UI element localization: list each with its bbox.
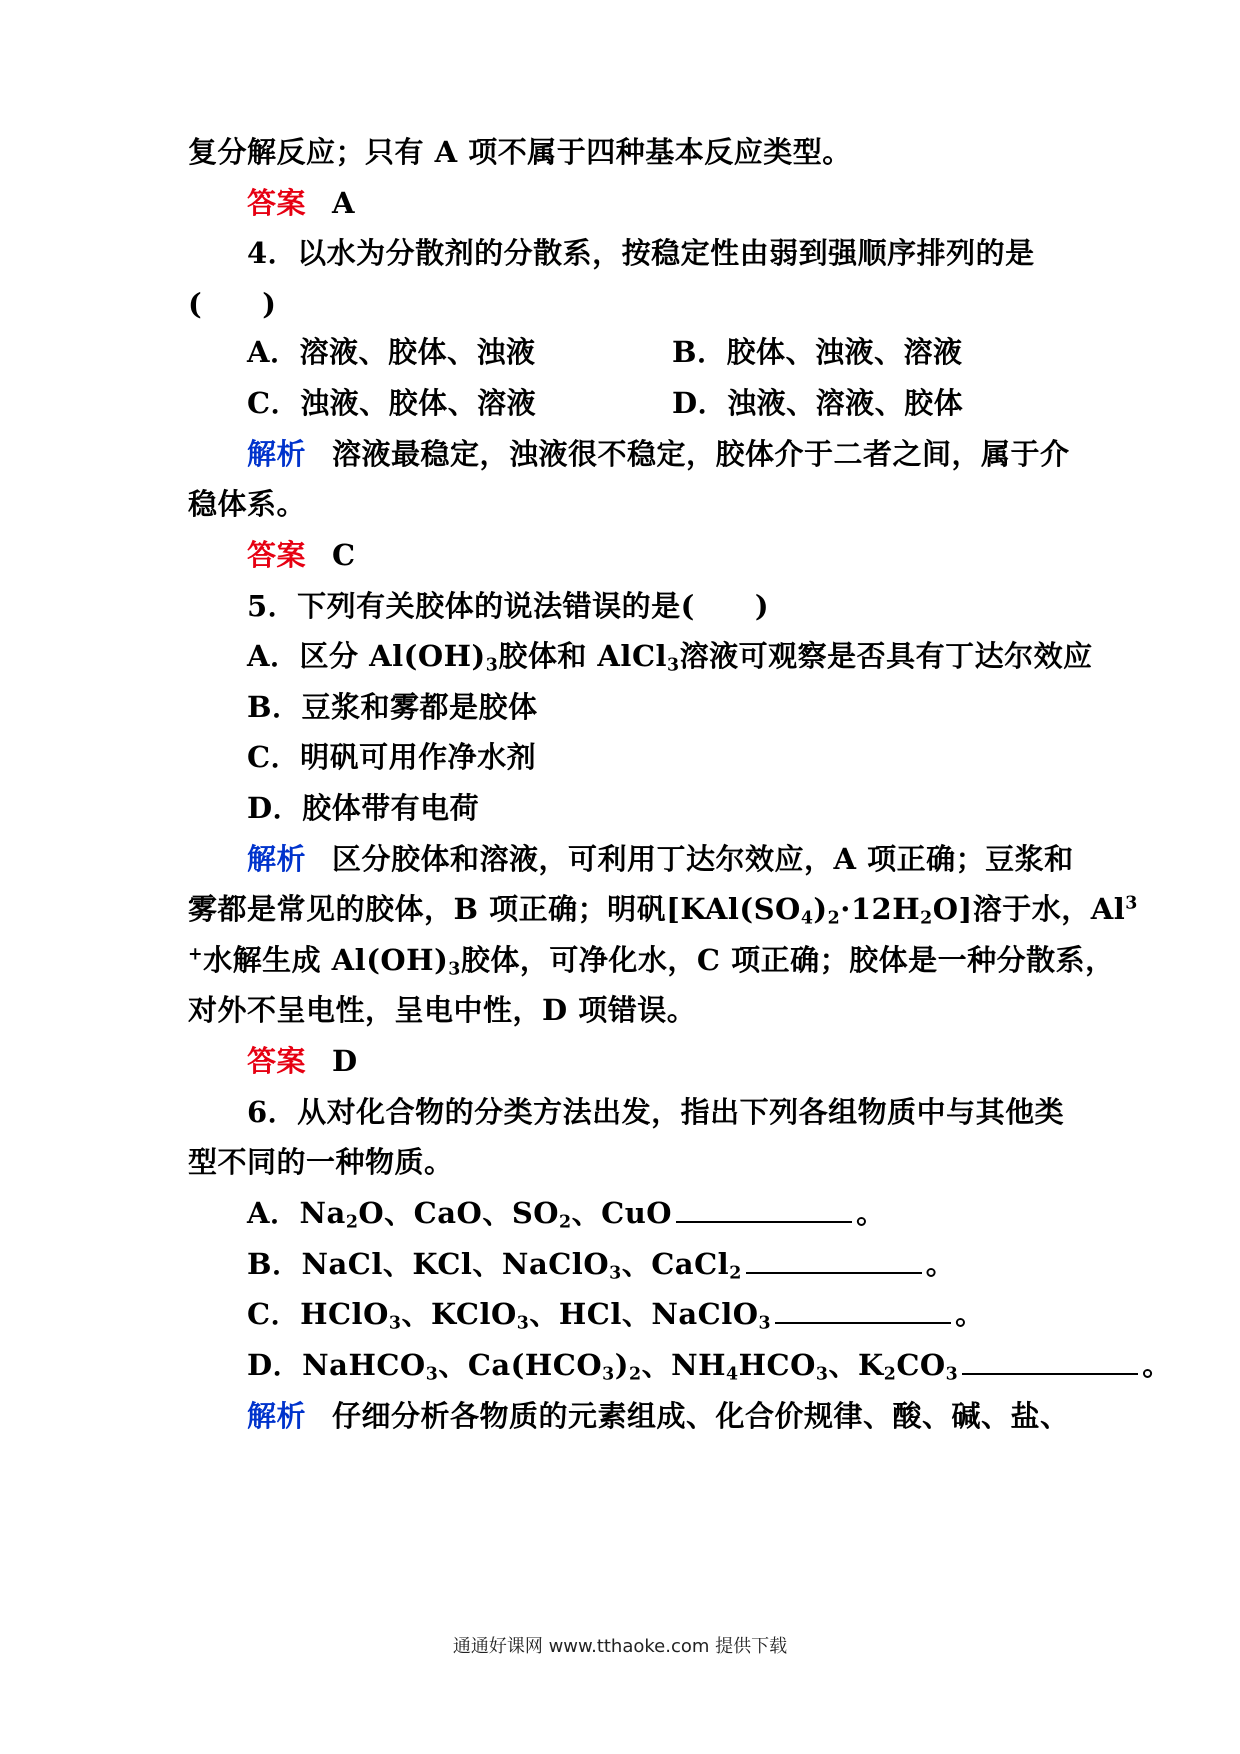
text: 、NH: [641, 1348, 727, 1382]
text: O、CaO、SO: [358, 1196, 560, 1230]
option-line: [247, 1345, 1172, 1385]
analysis-text: 对外不呈电性，呈电中性，D 项错误。: [188, 993, 697, 1027]
option-line: [247, 636, 1093, 676]
text: ): [614, 1348, 629, 1382]
text: 水解生成 Al(OH): [203, 943, 449, 977]
subscript: 2: [920, 908, 933, 929]
text: CO: [896, 1348, 946, 1382]
question-5: [247, 586, 769, 626]
text: 复分解反应；只有 A 项不属于四种基本反应类型。: [188, 135, 852, 169]
option-a: A．溶液、胶体、浊液: [247, 335, 536, 369]
analysis-line: [188, 940, 1115, 980]
analysis-line: [188, 484, 306, 524]
text: 。: [856, 1196, 886, 1230]
subscript: 4: [726, 1364, 739, 1385]
text: 。: [925, 1247, 956, 1281]
analysis-line: [247, 434, 1070, 474]
option-line: [247, 383, 536, 423]
analysis-line: [247, 1396, 1070, 1436]
answer-value: D: [332, 1044, 358, 1078]
subscript: 2: [827, 908, 841, 929]
subscript: 2: [559, 1212, 572, 1233]
text-line: [188, 132, 852, 172]
paren-open: (: [188, 287, 203, 321]
subscript: 3: [945, 1364, 959, 1385]
option-c: [247, 1297, 985, 1334]
option-line: [247, 332, 536, 372]
text: O]溶于水，Al: [932, 892, 1126, 926]
option-a: [247, 1196, 886, 1233]
text: ·12H: [840, 892, 921, 926]
subscript: 3: [448, 959, 461, 980]
text: 、CuO: [571, 1196, 673, 1230]
page-footer: 通通好课网 www.tthaoke.com 提供下载: [452, 1636, 788, 1657]
answer-blank: [775, 1294, 951, 1324]
question-text: 6．从对化合物的分类方法出发，指出下列各组物质中与其他类: [247, 1095, 1065, 1129]
text: 。: [1142, 1348, 1172, 1382]
text: A．Na: [247, 1196, 346, 1230]
option-c: C．明矾可用作净水剂: [247, 740, 537, 774]
subscript: 2: [729, 1263, 742, 1284]
option-line: [672, 383, 963, 423]
text: 胶体和 AlCl: [498, 639, 668, 673]
option-d: D．浊液、溶液、胶体: [672, 386, 964, 420]
analysis-label: 解析: [247, 842, 307, 876]
option-line: [672, 332, 963, 372]
superscript: +: [188, 944, 204, 965]
option-b: B．胶体、浊液、溶液: [672, 335, 963, 369]
question-6: [247, 1092, 1064, 1132]
text: 胶体，可净化水，C 项正确；胶体是一种分散系，: [460, 943, 1115, 977]
answer-label: 答案: [247, 538, 307, 572]
answer-label: 答案: [247, 1044, 307, 1078]
text: 。: [955, 1297, 985, 1331]
answer-line: [247, 1041, 358, 1081]
answer-value: C: [332, 538, 356, 572]
subscript: 3: [609, 1263, 622, 1284]
text: 、CaCl: [621, 1247, 730, 1281]
subscript: 3: [758, 1313, 772, 1334]
question-text: 4．以水为分散剂的分散系，按稳定性由弱到强顺序排列的是: [247, 236, 1035, 270]
option-line: [247, 1193, 886, 1233]
option-line: [247, 687, 538, 727]
subscript: 2: [345, 1212, 359, 1233]
answer-label: 答案: [247, 186, 307, 220]
subscript: 3: [485, 655, 499, 676]
analysis-text: 稳体系。: [188, 487, 307, 521]
text: 、HCl、NaClO: [529, 1297, 759, 1331]
text: 、K: [828, 1348, 884, 1382]
option-line: [247, 788, 479, 828]
option-b: B．豆浆和雾都是胶体: [247, 690, 538, 724]
analysis-text: 仔细分析各物质的元素组成、化合价规律、酸、碱、盐、: [332, 1399, 1070, 1433]
answer-blank: [962, 1345, 1138, 1375]
analysis-text: 区分胶体和溶液，可利用丁达尔效应，A 项正确；豆浆和: [332, 842, 1074, 876]
text: 、KClO: [401, 1297, 517, 1331]
answer-value: A: [332, 186, 356, 220]
answer-blank: [676, 1193, 852, 1223]
text: 溶液可观察是否具有丁达尔效应: [679, 639, 1093, 673]
question-4-paren: [188, 284, 276, 324]
answer-blank: [746, 1244, 922, 1274]
text: D．NaHCO: [247, 1348, 426, 1382]
question-text: 5．下列有关胶体的说法错误的是(: [247, 589, 695, 623]
option-line: [247, 1294, 985, 1334]
analysis-label: 解析: [247, 1399, 307, 1433]
question-6: [188, 1142, 454, 1182]
text: C．HClO: [247, 1297, 389, 1331]
text: HCO: [738, 1348, 816, 1382]
subscript: 3: [516, 1313, 530, 1334]
option-a: [247, 639, 1093, 676]
subscript: 3: [388, 1313, 402, 1334]
question-4: [247, 233, 1035, 273]
paren-close: ): [262, 287, 277, 321]
question-text: 型不同的一种物质。: [188, 1145, 454, 1179]
text: B．NaCl、KCl、NaClO: [247, 1247, 610, 1281]
analysis-line: [247, 839, 1074, 879]
option-d: [247, 1348, 1172, 1385]
subscript: 3: [602, 1364, 615, 1385]
subscript: 4: [800, 908, 814, 929]
analysis-label: 解析: [247, 437, 307, 471]
analysis-line: [188, 990, 696, 1030]
subscript: 2: [883, 1364, 897, 1385]
subscript: 3: [425, 1364, 439, 1385]
superscript: 3: [1125, 893, 1138, 914]
option-c: C．浊液、胶体、溶液: [247, 386, 537, 420]
text: ): [813, 892, 828, 926]
answer-line: [247, 183, 355, 223]
option-line: [247, 737, 536, 777]
answer-line: [247, 535, 356, 575]
text: A．区分 Al(OH): [247, 639, 486, 673]
subscript: 2: [629, 1364, 642, 1385]
text: 雾都是常见的胶体，B 项正确；明矾[KAl(SO: [188, 892, 801, 926]
option-d: D．胶体带有电荷: [247, 791, 480, 825]
option-b: [247, 1247, 956, 1284]
option-line: [247, 1244, 955, 1284]
text: 、Ca(HCO: [438, 1348, 603, 1382]
paren-close: ): [754, 589, 770, 623]
analysis-line: [188, 889, 1138, 929]
subscript: 3: [815, 1364, 829, 1385]
analysis-text: 溶液最稳定，浊液很不稳定，胶体介于二者之间，属于介: [332, 437, 1070, 471]
subscript: 3: [667, 655, 680, 676]
